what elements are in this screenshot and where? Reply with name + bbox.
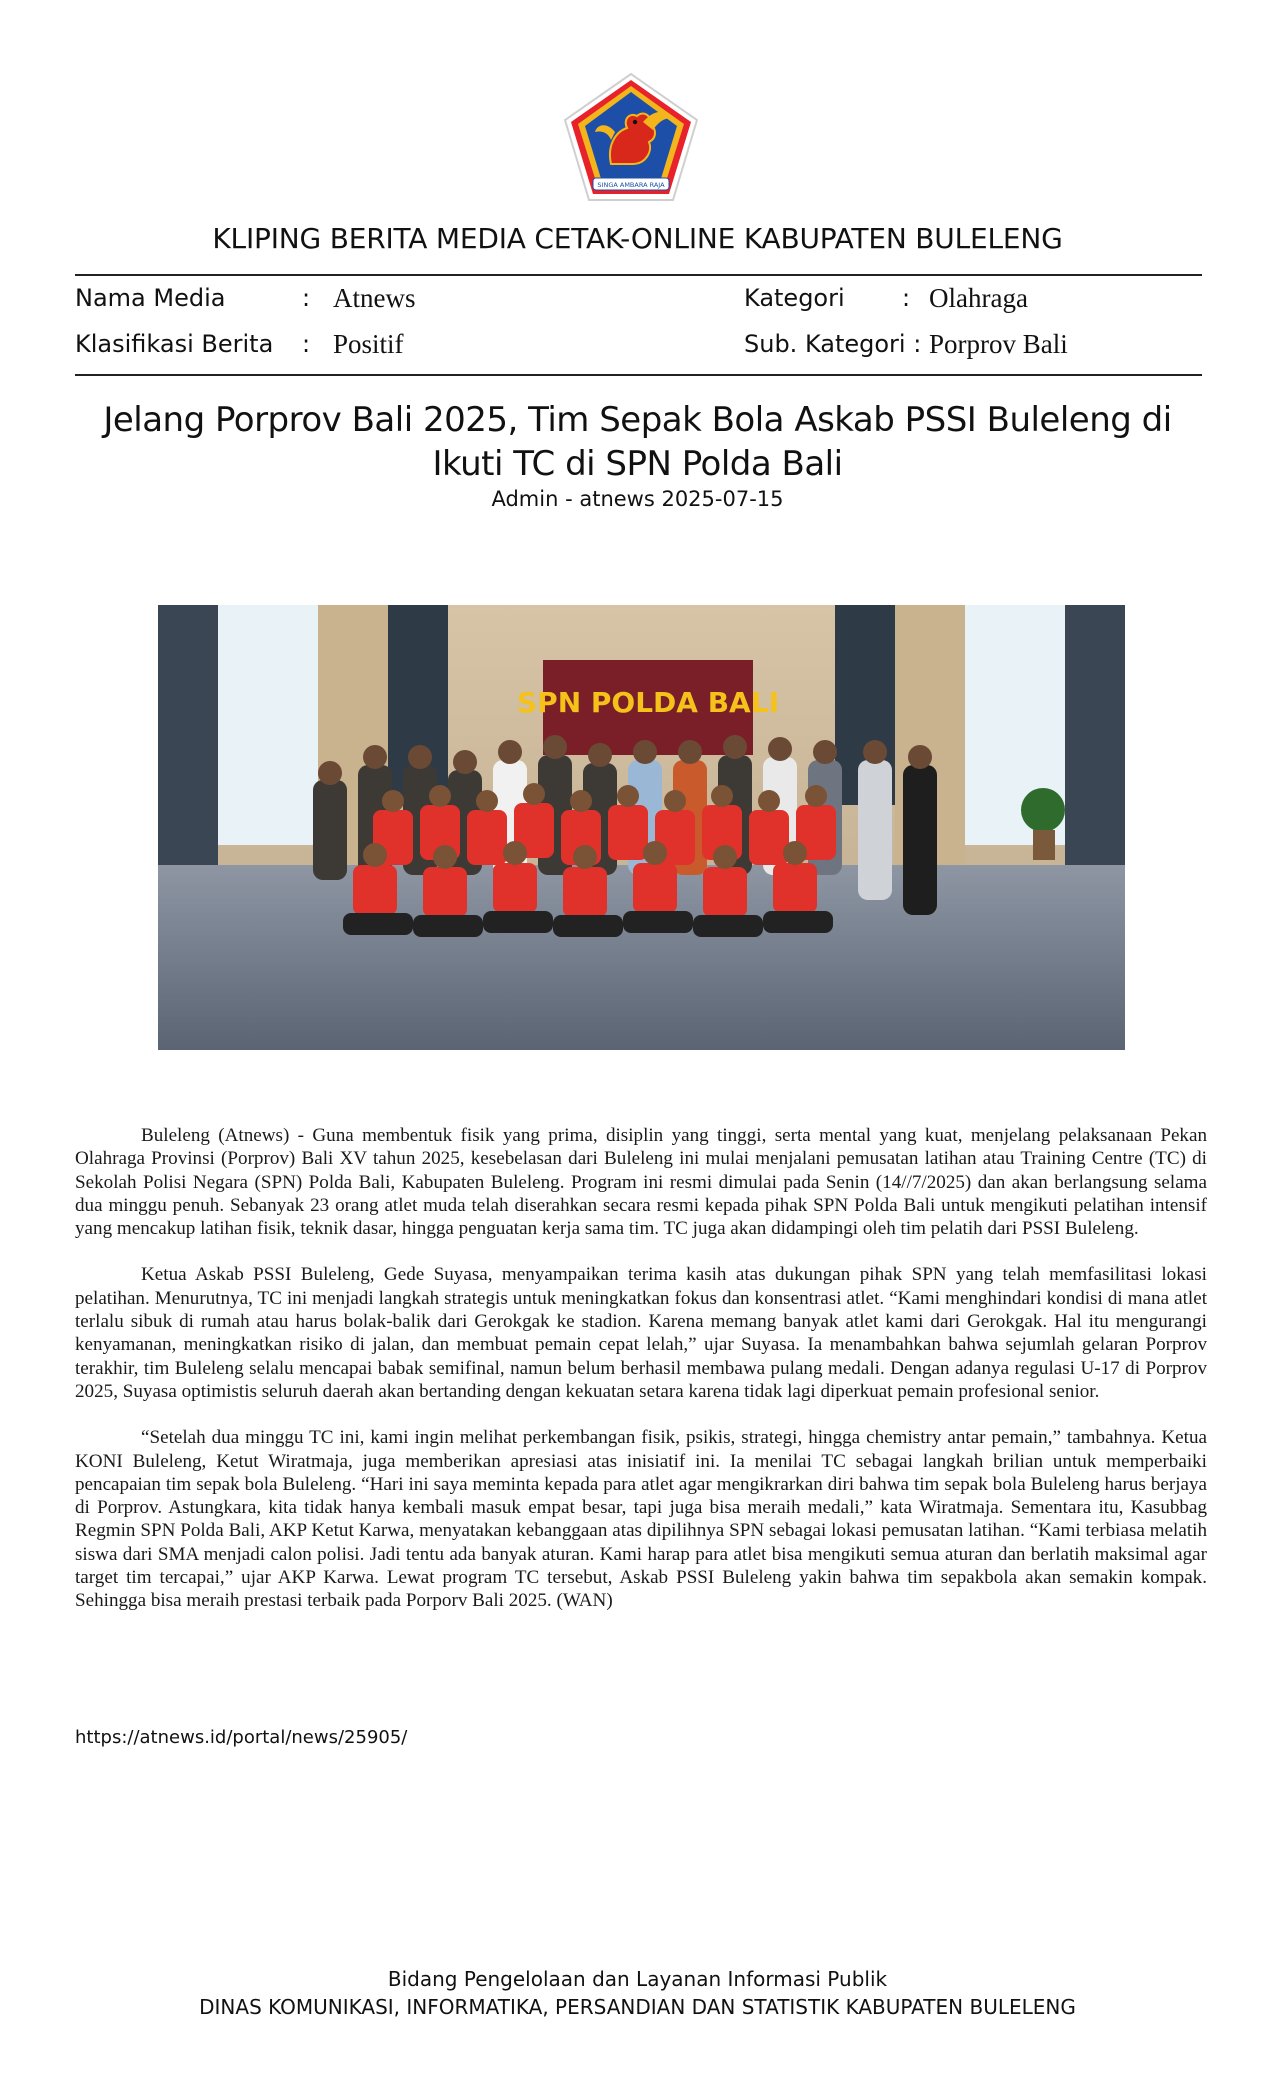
- article-paragraph: Ketua Askab PSSI Buleleng, Gede Suyasa, menyampaikan terima kasih atas dukungan pihak SPN yang telah memfasilitasi lokasi pelatihan. Menurutnya, TC ini menjadi langkah strategis untuk meningkatkan fokus dan konsentrasi atlet. “Kami menghindari kondisi di mana atlet terlalu sibuk di rumah atau harus bolak-balik dari Gerokgak ke stadion. Karena memang banyak atlet kami dari Gerokgak. Hal itu mengurangi kenyamanan, meningkatkan risiko di jalan, dan membuat pemain cepat lelah,” ujar Suyasa. Ia menambahkan bahwa sejumlah gelaran Porprov terakhir, tim Buleleng selalu mencapai babak semifinal, namun belum berhasil membawa pulang medali. Dengan adanya regulasi U-17 di Porprov 2025, Suyasa optimistis seluruh daerah akan bertanding dengan kekuatan setara karena tidak lagi diperkuat pemain profesional senior.: [75, 1264, 1207, 1402]
- article-title: Jelang Porprov Bali 2025, Tim Sepak Bola Askab PSSI Buleleng di Ikuti TC di SPN Polda Bali: [103, 400, 1172, 484]
- media-label: Nama Media: [75, 284, 226, 312]
- photo-banner-text: SPN POLDA BALI: [517, 686, 779, 719]
- footer-agency: DINAS KOMUNIKASI, INFORMATIKA, PERSANDIAN DAN STATISTIK KABUPATEN BULELENG: [199, 1995, 1076, 2019]
- subkategori-value: Porprov Bali: [929, 329, 1068, 359]
- logo-motto: SINGA AMBARA RAJA: [597, 181, 665, 189]
- kategori-label: Kategori: [744, 284, 845, 312]
- footer-department: Bidang Pengelolaan dan Layanan Informasi Publik: [387, 1967, 888, 1991]
- media-value: Atnews: [333, 283, 416, 313]
- regency-logo: [563, 72, 699, 202]
- klasifikasi-colon: :: [302, 330, 311, 358]
- subkategori-label: Sub. Kategori :: [744, 330, 922, 358]
- source-link[interactable]: https://atnews.id/portal/news/25905/: [75, 1727, 408, 1748]
- document-header-title: KLIPING BERITA MEDIA CETAK-ONLINE KABUPATEN BULELENG: [212, 222, 1063, 255]
- header-divider-top: [75, 274, 1202, 276]
- kategori-colon: :: [902, 284, 911, 312]
- article-byline: Admin - atnews 2025-07-15: [491, 487, 784, 511]
- kategori-value: Olahraga: [929, 283, 1028, 313]
- klasifikasi-label: Klasifikasi Berita: [75, 330, 274, 358]
- klasifikasi-value: Positif: [333, 329, 404, 359]
- article-photo: [158, 605, 1125, 1050]
- article-body: [75, 1124, 1207, 1636]
- article-paragraph: Buleleng (Atnews) - Guna membentuk fisik yang prima, disiplin yang tinggi, serta mental yang kuat, menjelang pelaksanaan Pekan Olahraga Provinsi (Porprov) Bali XV tahun 2025, kesebelasan dari Buleleng ini mulai menjalani pemusatan latihan atau Training Centre (TC) di Sekolah Polisi Negara (SPN) Polda Bali, Kabupaten Buleleng. Program ini resmi dimulai pada Senin (14//7/2025) dan akan berlangsung selama dua minggu penuh. Sebanyak 23 orang atlet muda telah diserahkan secara resmi kepada pihak SPN Polda Bali untuk mengikuti pelatihan intensif yang mencakup latihan fisik, teknik dasar, hingga penguatan kerja sama tim. TC juga akan didampingi oleh tim pelatih dari PSSI Buleleng.: [75, 1125, 1207, 1240]
- article-paragraph: “Setelah dua minggu TC ini, kami ingin melihat perkembangan fisik, psikis, strategi, hingga chemistry antar pemain,” tambahnya. Ketua KONI Buleleng, Ketut Wiratmaja, juga memberikan apresiasi atas inisiatif ini. Ia menilai TC sebagai langkah brilian untuk memperbaiki pencapaian tim sepak bola Buleleng. “Hari ini saya meminta kepada para atlet agar mengikrarkan diri bahwa tim sepak bola Buleleng harus berjaya di Porprov. Astungkara, kita tidak hanya kembali masuk empat besar, tapi juga bisa meraih medali,” kata Wiratmaja. Sementara itu, Kasubbag Regmin SPN Polda Bali, AKP Ketut Karwa, menyatakan kebanggaan atas dipilihnya SPN sebagai lokasi pemusatan latihan. “Kami terbiasa melatih siswa dari SMA menjadi calon polisi. Jadi tentu ada banyak aturan. Kami harap para atlet bisa mengikuti semua aturan dan berlatih maksimal agar target tim tercapai,” ujar AKP Karwa. Lewat program TC tersebut, Askab PSSI Buleleng yakin bahwa tim sepakbola akan semakin kompak. Sehingga bisa meraih prestasi terbaik pada Porporv Bali 2025. (WAN): [75, 1427, 1207, 1612]
- media-colon: :: [302, 284, 311, 312]
- header-divider-bottom: [75, 374, 1202, 376]
